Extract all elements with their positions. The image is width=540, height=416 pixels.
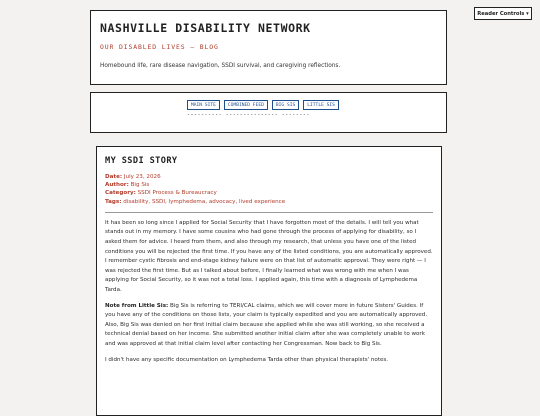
reader-controls-button[interactable]: Reader Controls ▾ xyxy=(474,7,532,20)
nav-divider: ---------- --------------- -------- xyxy=(187,112,310,118)
nav-links xyxy=(187,100,339,110)
site-subtitle: OUR DISABLED LIVES – BLOG xyxy=(100,43,219,51)
nav-link-big-sis[interactable]: BIG SIS xyxy=(272,100,299,110)
nav-link-little-sis[interactable]: LITTLE SIS xyxy=(303,100,339,110)
post-tags: Tags: disability, SSDI, lymphedema, advocacy, lived experience xyxy=(105,198,286,205)
post-title: MY SSDI STORY xyxy=(105,156,178,166)
post-author: Author: Big Sis xyxy=(105,182,150,189)
site-title: NASHVILLE DISABILITY NETWORK xyxy=(100,21,311,35)
post-note xyxy=(105,302,433,350)
post-meta xyxy=(105,173,433,206)
post-divider xyxy=(105,212,433,213)
site-description: Homebound life, rare disease navigation, SSDI survival, and caregiving reflections. xyxy=(100,63,341,69)
post-category: Category: SSDI Process & Bureaucracy xyxy=(105,190,217,197)
post-paragraph: I didn't have any specific documentation on Lymphedema Tarda other than physical therapists' notes. xyxy=(105,356,389,363)
site-header xyxy=(90,10,447,85)
nav-link-main-site[interactable]: MAIN SITE xyxy=(187,100,220,110)
nav-panel xyxy=(90,92,447,133)
blog-post xyxy=(96,146,442,416)
post-paragraph: It has been so long since I applied for Social Security that I have forgotten most of the details. I will tell you what stands out in my memory. I have some cousins who had gone through the process of applying for disability, so I asked them for advice. I heard from them, and also through my research, that unless you have one of the listed conditions you will be rejected the first time. If you have any of the listed conditions, you are automatically approved. I remember cystic fibrosis and end-stage kidney failure were on that list of automatic approval. They were right — I was rejected the first time. But as I talked about before, I finally learned what was wrong with me when I was applying for Social Security, so it was not a total loss. I applied again, this time with a diagnosis of Lymphedema Tarda. xyxy=(105,219,433,293)
post-date: Date: July 23, 2026 xyxy=(105,174,161,180)
note-text: Big Sis is referring to TERI/CAL claims, which we will cover more in future Sisters' Guides. If you have any of the conditions on those lists, your claim is typically expedited and you are automatically approved. Also, Big Sis was denied on her first initial claim because she applied while she was still working, so she received a technical denial based on her income. She submitted another initial claim after she was completely unable to work and was approved at that initial claim level after contacting her Congressman. Now back to Big Sis. xyxy=(105,302,428,347)
note-label: Note from Little Sis: xyxy=(105,302,169,309)
nav-link-combined-feed[interactable]: COMBINED FEED xyxy=(224,100,268,110)
